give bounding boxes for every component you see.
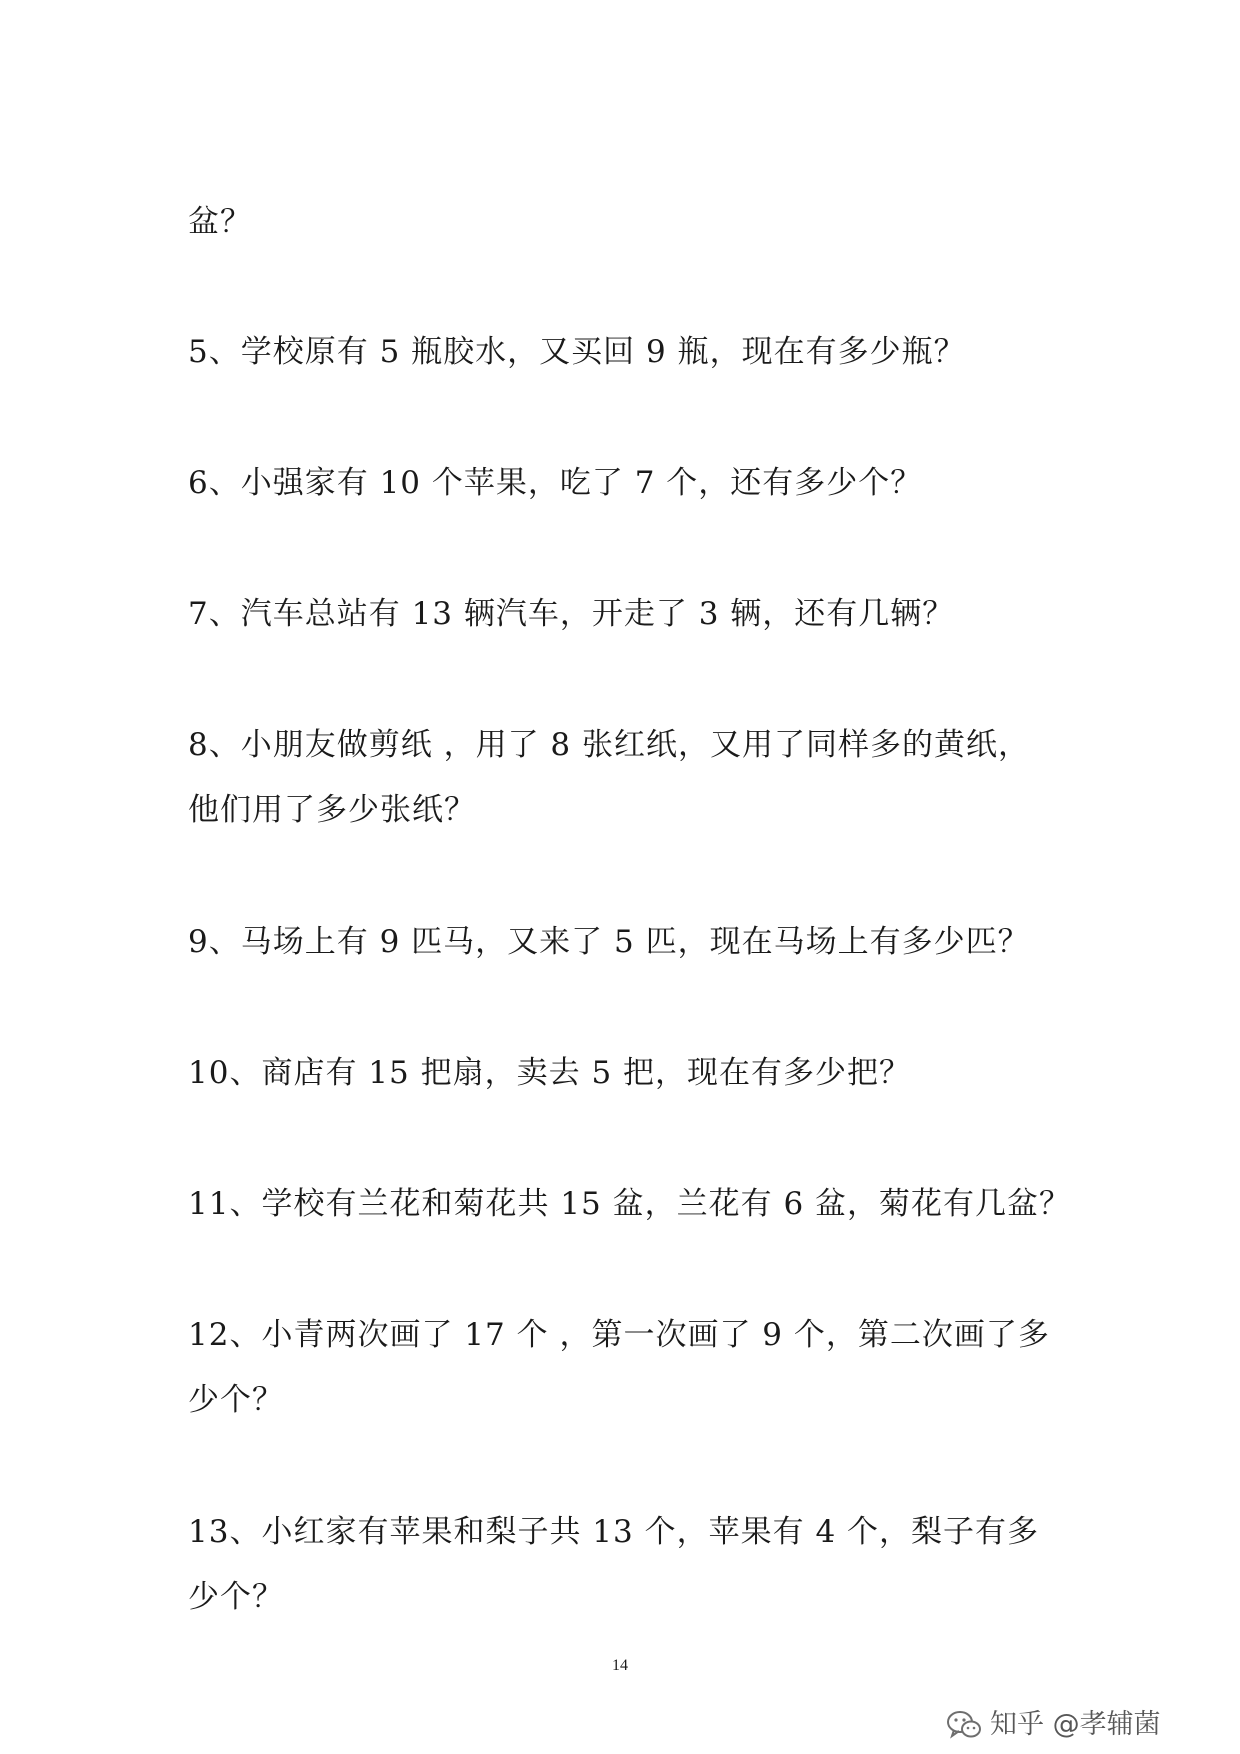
problem-line: 13、小红家有苹果和梨子共 13 个，苹果有 4 个，梨子有多	[188, 1514, 1040, 1550]
problem-line: 他们用了多少张纸？	[188, 792, 476, 828]
page-number: 14	[612, 1657, 628, 1674]
problem-line: 10、商店有 15 把扇，卖去 5 把，现在有多少把？	[188, 1055, 912, 1091]
problem-line: 6、小强家有 10 个苹果，吃了 7 个，还有多少个？	[188, 465, 923, 501]
watermark-text: 知乎 @孝辅菌	[990, 1709, 1161, 1740]
problem-line: 8、小朋友做剪纸 ，用了 8 张红纸，又用了同样多的黄纸，	[188, 727, 1031, 763]
problem-line: 盆？	[188, 204, 252, 240]
problem-line: 11、学校有兰花和菊花共 15 盆，兰花有 6 盆，菊花有几盆？	[188, 1186, 1072, 1222]
problem-line: 12、小青两次画了 17 个 ，第一次画了 9 个，第二次画了多	[188, 1317, 1050, 1353]
problem-line: 少个？	[188, 1382, 284, 1418]
problem-line: 7、汽车总站有 13 辆汽车，开走了 3 辆，还有几辆？	[188, 596, 955, 632]
problem-line: 9、马场上有 9 匹马，又来了 5 匹，现在马场上有多少匹？	[188, 924, 1030, 960]
problem-line: 少个？	[188, 1579, 284, 1615]
watermark	[946, 1708, 1161, 1742]
problem-line: 5、学校原有 5 瓶胶水，又买回 9 瓶，现在有多少瓶？	[188, 334, 966, 370]
wechat-icon	[946, 1710, 982, 1740]
